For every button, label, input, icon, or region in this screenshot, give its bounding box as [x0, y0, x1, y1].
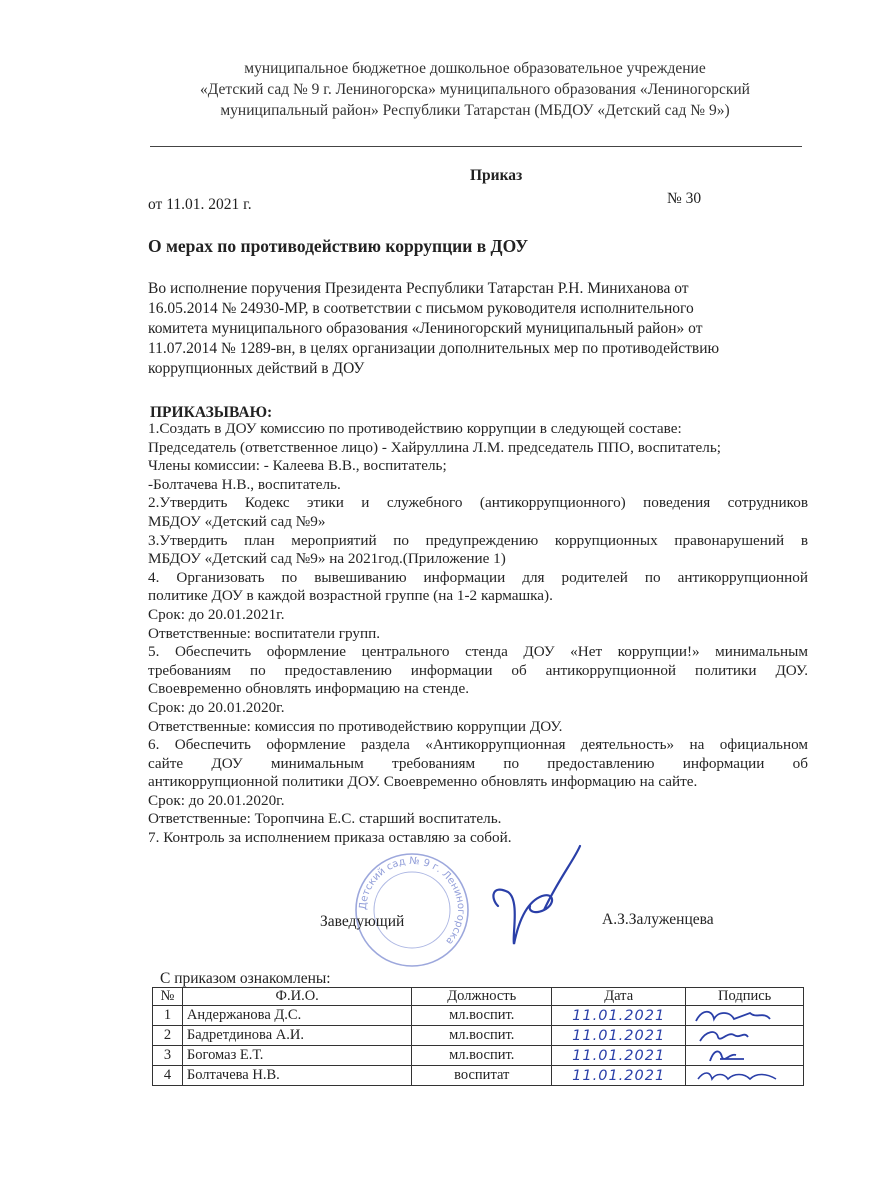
signoff-name: А.З.Залуженцева: [602, 911, 714, 928]
column-header: Должность: [412, 988, 552, 1006]
item-4-responsible: Ответственные: воспитатели групп.: [148, 624, 381, 642]
table-row: [153, 1066, 804, 1086]
table-row: [153, 1046, 804, 1066]
table-row: [153, 1026, 804, 1046]
item-2-line-2: МБДОУ «Детский сад №9»: [148, 512, 326, 530]
row-date: 11.01.2021: [552, 1006, 686, 1026]
row-name: Болтачева Н.В.: [182, 1066, 411, 1086]
order-date: от 11.01. 2021 г.: [148, 196, 252, 213]
order-heading: Приказ: [470, 167, 523, 184]
row-number: 2: [153, 1026, 183, 1046]
preamble-line: комитета муниципального образования «Лениногорский муниципальный район» от: [148, 320, 703, 337]
row-signature: [686, 1066, 804, 1086]
row-position: мл.воспит.: [412, 1006, 552, 1026]
preamble-line: 16.05.2014 № 24930-МР, в соответствии с письмом руководителя исполнительного: [148, 300, 694, 317]
order-number: № 30: [667, 190, 702, 207]
row-number: 3: [153, 1046, 183, 1066]
row-name: Андержанова Д.С.: [182, 1006, 411, 1026]
table-header-row: [153, 988, 804, 1006]
item-4-line-2: политике ДОУ в каждой возрастной группе (на 1-2 кармашка).: [148, 587, 553, 605]
acknowledgement-caption: С приказом ознакомлены:: [160, 970, 331, 987]
row-name: Богомаз Е.Т.: [182, 1046, 411, 1066]
item-6-term: Срок: до 20.01.2020г.: [148, 791, 285, 809]
item-4-term: Срок: до 20.01.2021г.: [148, 605, 285, 623]
row-date: 11.01.2021: [552, 1026, 686, 1046]
organization-header: [150, 58, 800, 121]
item-4-line-1: 4. Организовать по вывешиванию информации для родителей по антикоррупционной: [148, 568, 808, 586]
stamp-text: Детский сад № 9 г. Лениногорска: [357, 855, 467, 947]
header-line-1: муниципальное бюджетное дошкольное образовательное учреждение: [244, 60, 706, 77]
row-signature: [686, 1006, 804, 1026]
item-5-line-2: требованиям по предоставлению информации об антикоррупционной политики ДОУ.: [148, 661, 808, 679]
header-divider: [150, 146, 802, 147]
item-2-line-1: 2.Утвердить Кодекс этики и служебного (антикоррупционного) поведения сотрудников: [148, 494, 808, 512]
row-number: 1: [153, 1006, 183, 1026]
item-1: 1.Создать в ДОУ комиссию по противодействию коррупции в следующей составе:: [148, 420, 682, 437]
preamble-line: коррупционных действий в ДОУ: [148, 360, 365, 377]
item-7: 7. Контроль за исполнением приказа оставляю за собой.: [148, 829, 512, 847]
row-date: 11.01.2021: [552, 1046, 686, 1066]
director-signature: [470, 840, 590, 960]
item-6-line-3: антикоррупционной политики ДОУ. Своевременно обновлять информацию на сайте.: [148, 773, 698, 791]
item-6-responsible: Ответственные: Торопчина Е.С. старший воспитатель.: [148, 810, 502, 828]
item-3-line-1: 3.Утвердить план мероприятий по предупреждению коррупционных правонарушений в: [148, 531, 808, 549]
item-5-responsible: Ответственные: комиссия по противодействию коррупции ДОУ.: [148, 717, 563, 735]
row-position: воспитат: [412, 1066, 552, 1086]
column-header: Дата: [552, 988, 686, 1006]
row-date: 11.01.2021: [552, 1066, 686, 1086]
decree-word: ПРИКАЗЫВАЮ:: [150, 404, 273, 421]
signoff-position: Заведующий: [320, 913, 405, 930]
row-signature: [686, 1046, 804, 1066]
item-6-line-2: сайте ДОУ минимальным требованиям по предоставлению информации об: [148, 754, 808, 772]
round-stamp: [352, 850, 472, 970]
item-1-member-2: -Болтачева Н.В., воспитатель.: [148, 475, 341, 493]
item-5-line-1: 5. Обеспечить оформление центрального стенда ДОУ «Нет коррупции!» минимальным: [148, 643, 808, 661]
order-items: [148, 420, 808, 848]
row-number: 4: [153, 1066, 183, 1086]
item-5-line-3: Своевременно обновлять информацию на стенде.: [148, 680, 470, 698]
table-row: [153, 1006, 804, 1026]
item-5-term: Срок: до 20.01.2020г.: [148, 698, 285, 716]
row-position: мл.воспит.: [412, 1046, 552, 1066]
item-1-chair: Председатель (ответственное лицо) - Хайруллина Л.М. председатель ППО, воспитатель;: [148, 438, 722, 456]
item-1-members: Члены комиссии: - Калеева В.В., воспитатель;: [148, 457, 447, 475]
item-3-line-2: МБДОУ «Детский сад №9» на 2021год.(Приложение 1): [148, 550, 506, 568]
order-title: О мерах по противодействию коррупции в ДОУ: [148, 236, 529, 256]
preamble: [148, 279, 788, 379]
header-line-2: «Детский сад № 9 г. Лениногорска» муниципального образования «Лениногорский: [200, 81, 750, 98]
preamble-line: 11.07.2014 № 1289-вн, в целях организации дополнительных мер по противодействию: [148, 340, 720, 357]
item-6-line-1: 6. Обеспечить оформление раздела «Антикоррупционная деятельность» на официальном: [148, 736, 808, 754]
header-line-3: муниципальный район» Республики Татарстан (МБДОУ «Детский сад № 9»): [220, 102, 730, 119]
row-name: Бадретдинова А.И.: [182, 1026, 411, 1046]
column-header: Подпись: [686, 988, 804, 1006]
row-position: мл.воспит.: [412, 1026, 552, 1046]
column-header: Ф.И.О.: [182, 988, 411, 1006]
acknowledgement-table: [152, 987, 804, 1086]
preamble-line: Во исполнение поручения Президента Республики Татарстан Р.Н. Миниханова от: [148, 280, 689, 297]
column-header: №: [153, 988, 183, 1006]
row-signature: [686, 1026, 804, 1046]
